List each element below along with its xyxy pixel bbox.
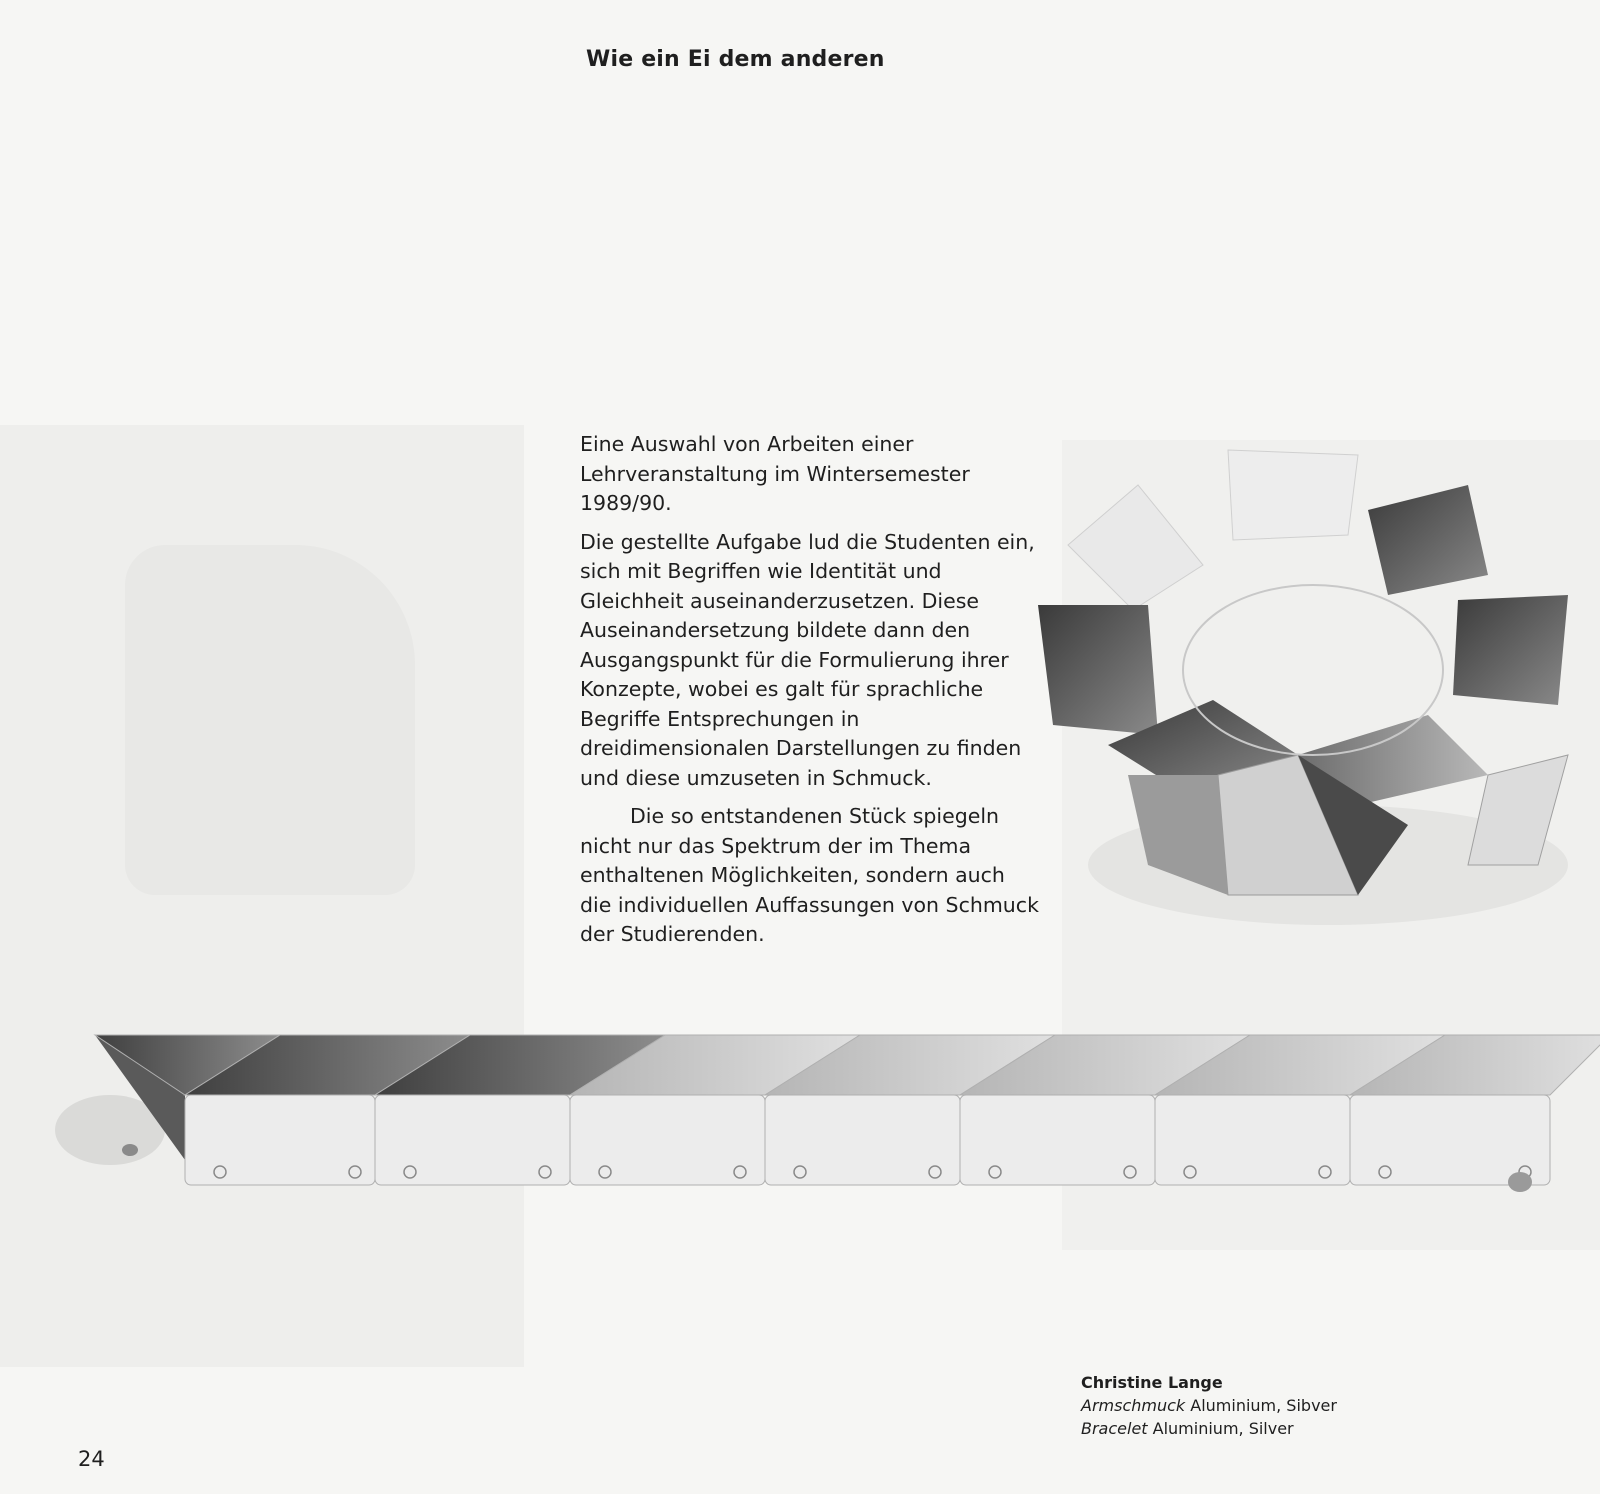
caption-title-german: Armschmuck	[1081, 1396, 1186, 1415]
bracelet-long-photo	[50, 1010, 1600, 1230]
background-ghost-shape	[125, 545, 415, 895]
intro-text	[580, 430, 1040, 959]
caption-line-english	[1081, 1417, 1337, 1440]
page-title: Wie ein Ei dem anderen	[586, 47, 885, 72]
page-number: 24	[78, 1447, 105, 1471]
caption-material-english: Aluminium, Silver	[1147, 1419, 1294, 1438]
bracelet-round-photo	[1028, 445, 1598, 935]
intro-paragraph-1: Eine Auswahl von Arbeiten einer Lehrveranstaltung im Wintersemester 1989/90.	[580, 432, 970, 515]
intro-paragraph-2: Die gestellte Aufgabe lud die Studenten ein, sich mit Begriffen wie Identität und Gleichheit auseinanderzusetzen. Diese Auseinandersetzung bildete dann den Ausgangspunkt für die Formulierung ihrer Konzepte, wobei es galt für sprachliche Begriffe Entsprechungen in dreidimensionalen Darstellungen zu finden und diese umzuseten in Schmuck.	[580, 529, 1035, 790]
intro-paragraph-3: Die so entstandenen Stück spiegeln nicht nur das Spektrum der im Thema enthaltenen Möglichkeiten, sondern auch die individuellen Auffassungen von Schmuck der Studierenden.	[580, 804, 1039, 946]
caption-title-english: Bracelet	[1081, 1419, 1148, 1438]
caption-line-german	[1081, 1394, 1337, 1417]
caption-artist: Christine Lange	[1081, 1373, 1223, 1392]
caption-material-german: Aluminium, Sibver	[1185, 1396, 1337, 1415]
photo-caption	[1081, 1371, 1337, 1440]
